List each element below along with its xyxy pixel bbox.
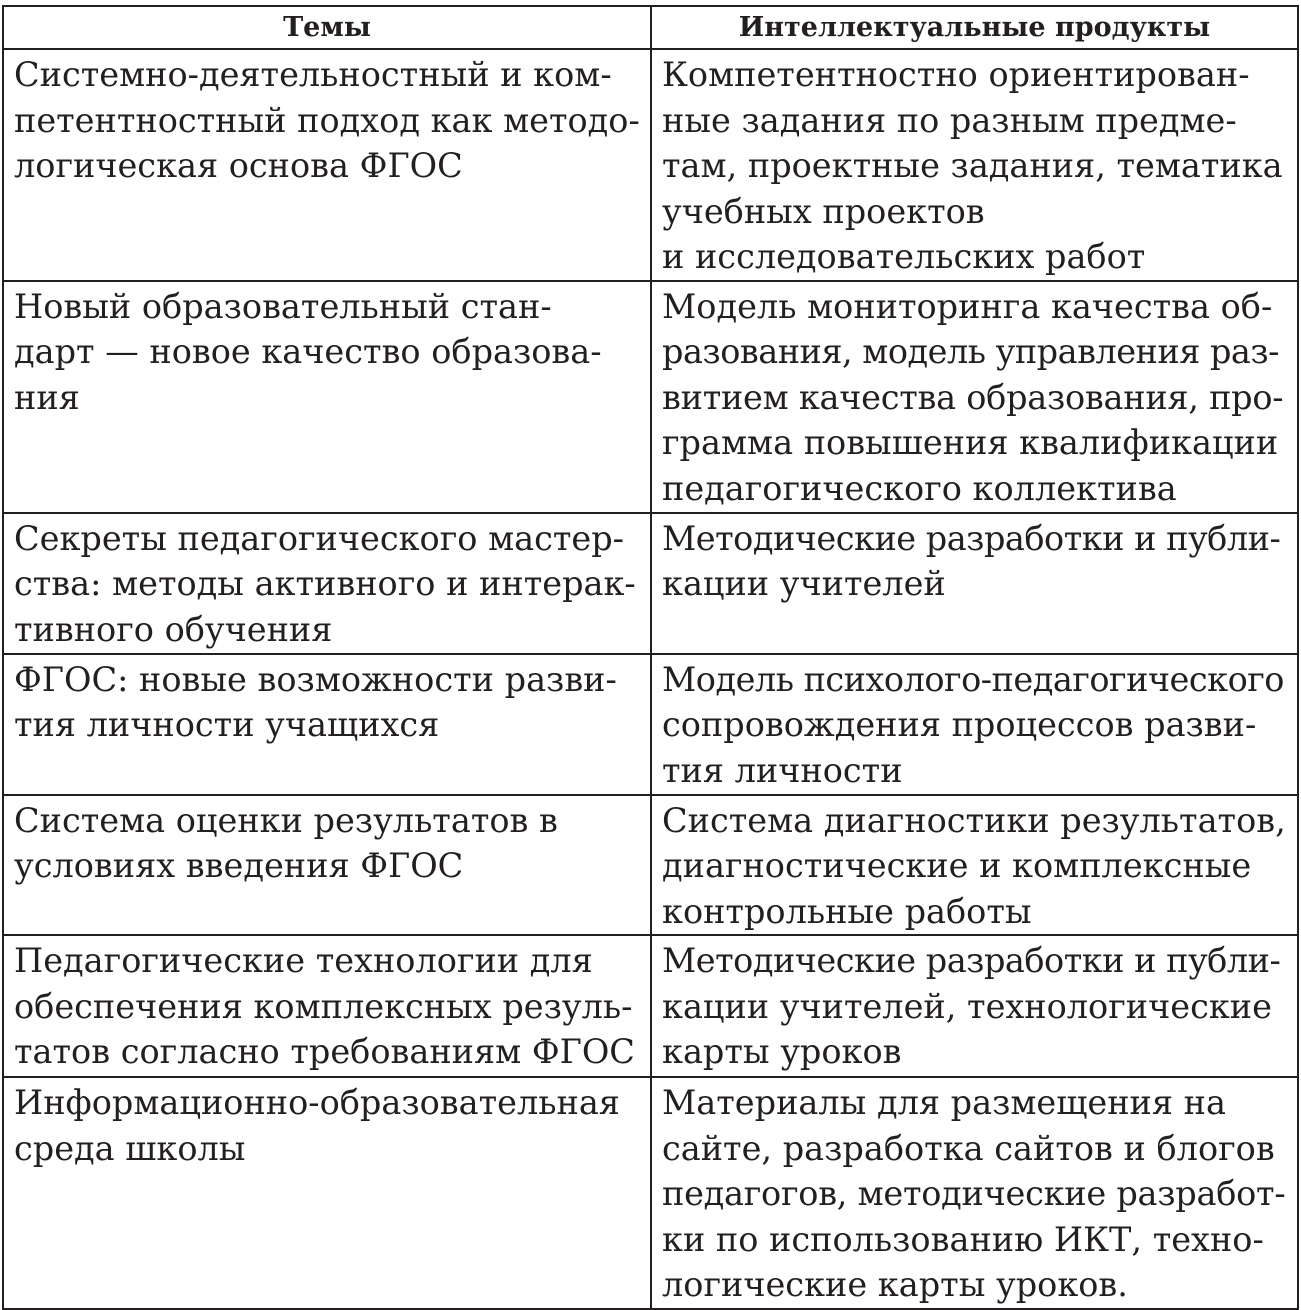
products-line: педагогического коллектива: [662, 468, 1177, 508]
products-cell: [651, 281, 1298, 513]
products-line: и исследовательских работ: [662, 237, 1146, 276]
theme-line: тия личности учащихся: [14, 705, 440, 744]
theme-line: дарт — новое качество образова-: [14, 332, 602, 371]
products-line: витием качества образования, про-: [662, 377, 1284, 417]
theme-line: Секреты педагогического мастер-: [14, 518, 624, 558]
table-row: [3, 49, 1298, 281]
theme-line: Педагогические технологии для: [14, 941, 593, 980]
products-cell: [651, 654, 1298, 795]
theme-line: Система оценки результатов в: [14, 800, 558, 840]
products-line: грамма повышения квалификации: [662, 423, 1279, 462]
theme-line: ФГОС: новые возможности разви-: [14, 659, 617, 699]
products-line: кации учителей, технологические: [662, 986, 1272, 1026]
products-line: контрольные работы: [662, 891, 1032, 931]
header-row: [3, 6, 1298, 49]
theme-line: логическая основа ФГОС: [14, 146, 463, 185]
themes-products-table: [2, 5, 1299, 1310]
theme-line: Новый образовательный стан-: [14, 286, 552, 326]
theme-cell: [3, 654, 651, 795]
header-themes: Темы: [3, 6, 651, 49]
theme-line: ства: методы активного и интерак-: [14, 564, 636, 603]
theme-cell: [3, 935, 651, 1077]
theme-line: ния: [14, 377, 80, 417]
theme-line: тивного обучения: [14, 609, 333, 649]
products-line: сопровождения процессов разви-: [662, 705, 1257, 744]
table-row: [3, 654, 1298, 795]
products-line: ные задания по разным предме-: [662, 100, 1237, 140]
table-row: [3, 1077, 1298, 1309]
products-line: педагогов, методические разработ-: [662, 1174, 1286, 1213]
table-row: [3, 795, 1298, 936]
products-line: кации учителей: [662, 564, 946, 603]
products-line: тия личности: [662, 750, 903, 790]
products-line: сайте, разработка сайтов и блогов: [662, 1128, 1275, 1168]
products-line: Модель мониторинга качества об-: [662, 286, 1273, 326]
theme-cell: [3, 49, 651, 281]
products-line: диагностические и комплексные: [662, 846, 1252, 885]
products-line: разования, модель управления раз-: [662, 332, 1279, 371]
products-line: Материалы для размещения на: [662, 1083, 1226, 1122]
header-products: Интеллектуальные продукты: [651, 6, 1298, 49]
theme-cell: [3, 513, 651, 654]
theme-cell: [3, 281, 651, 513]
products-line: карты уроков: [662, 1032, 902, 1071]
products-cell: [651, 795, 1298, 936]
table-row: [3, 513, 1298, 654]
theme-line: условиях введения ФГОС: [14, 846, 464, 885]
theme-line: Системно-деятельностный и ком-: [14, 55, 612, 94]
products-cell: [651, 513, 1298, 654]
products-line: Методические разработки и публи-: [662, 941, 1281, 980]
theme-cell: [3, 795, 651, 936]
products-cell: [651, 49, 1298, 281]
theme-line: Информационно-образовательная: [14, 1083, 620, 1122]
theme-line: обеспечения комплексных резуль-: [14, 986, 633, 1026]
theme-line: татов согласно требованиям ФГОС: [14, 1032, 635, 1071]
table-row: [3, 935, 1298, 1077]
table-row: [3, 281, 1298, 513]
theme-line: петентностный подход как методо-: [14, 100, 640, 140]
products-cell: [651, 935, 1298, 1077]
theme-cell: [3, 1077, 651, 1309]
products-line: ки по использованию ИКТ, техно-: [662, 1219, 1264, 1259]
products-line: там, проектные задания, тематика: [662, 146, 1283, 185]
products-line: Система диагностики результатов,: [662, 800, 1286, 840]
products-line: учебных проектов: [662, 191, 985, 231]
products-line: Методические разработки и публи-: [662, 518, 1281, 558]
products-line: логические карты уроков.: [662, 1265, 1128, 1304]
products-line: Компетентностно ориентирован-: [662, 55, 1250, 94]
products-cell: [651, 1077, 1298, 1309]
products-line: Модель психолого-педагогического: [662, 659, 1284, 699]
theme-line: среда школы: [14, 1128, 246, 1168]
